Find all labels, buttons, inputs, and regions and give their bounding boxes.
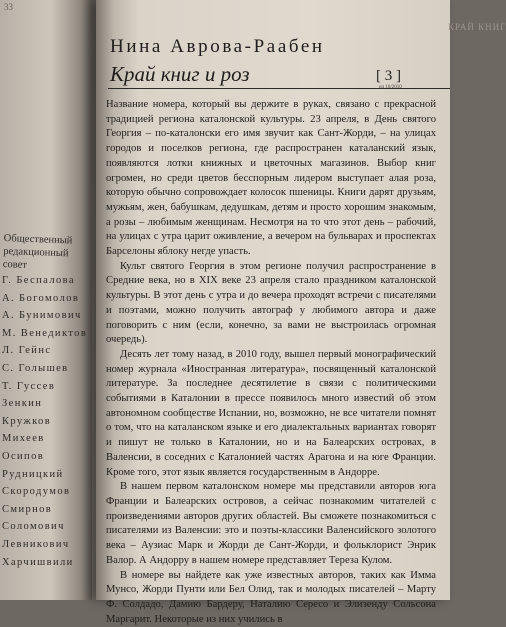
paragraph: Десять лет тому назад, в 2010 году, вышел первый монографический номер журнала «Иностранная литература», посвященный каталонской литературе. За последнее десятилетие в связи с политическими событиями в Каталонии в прессе появилось много известий об этом автономном сообществе Испании, но, возможно, не все читатели помнят о том, что на каталанском языке и его диалектальных вариантах говорят и пишут не только в Каталонии, но и на Балеарских островах, в Валенсии, в соседних с Каталонией частях Арагона и на юге Франции. Кроме того, этот язык является государственным в Андорре. [106, 348, 436, 480]
board-member: М. Венедиктов [2, 325, 92, 343]
board-member: А. Бунимович [2, 307, 92, 325]
board-member: Харчишвили [2, 554, 92, 572]
board-member: А. Богомолов [2, 290, 92, 308]
board-member: Кружков [2, 413, 92, 431]
editorial-board-list [2, 272, 92, 571]
page-number: [ 3 ] [376, 68, 401, 85]
left-page [0, 0, 92, 600]
board-member: Зенкин [2, 395, 92, 413]
board-member: Осипов [2, 448, 92, 466]
editorial-board-heading: Общественный редакционный совет [3, 232, 90, 274]
right-page [96, 0, 450, 600]
paragraph: В нашем первом каталонском номере мы представили авторов юга Франции и Балеарских островов, а сейчас познакомим читателей с произведениями авторов других областей. Вы сможете познакомиться с писателями из Валенсии: это и поэты-классики Валенсийского золотого века – Аузиас Марк и Жорди де Сант-Жорди, и фольклорист Энрик Валор. А Андорру в нашем номере представляет Тереза Кулом. [106, 480, 436, 568]
board-member: Скородумов [2, 483, 92, 501]
board-member: Левникович [2, 536, 92, 554]
board-member: Л. Гейнс [2, 342, 92, 360]
article-title: Край книг и роз [110, 62, 250, 87]
left-page-corner-number: 33 [4, 2, 13, 12]
board-member: Соломович [2, 518, 92, 536]
paragraph: Название номера, который вы держите в руках, связано с прекрасной традицией региона каталонской культуры. 23 апреля, в День святого Георгия – по-каталонски его имя звучит как Сант-Жорди, – на улицах городов и поселков региона, где распространен каталанский язык, появляются лотки книжных и цветочных магазинов. Выбор книг огромен, но среди цветов бесспорным лидером выступает алая роза, которую обычно сопровождает колосок пшеницы. Книги дарят друзьям, мужьям, жен, бабушкам, дедушкам, детям и просто хорошим знакомым, а розы – любимым женщинам. Несмотря на то что этот день – рабочий, на улицах с утра царит оживление, а вечером на бульварах и проспектах Барселоны яблоку негде упасть. [106, 98, 436, 260]
board-member: Смирнов [2, 501, 92, 519]
paragraph: Культ святого Георгия в этом регионе получил распространение в Средние века, но в XIX веке 23 апреля стало праздником каталонской культуры. В этот день с утра и до вечера проходят встречи с писателями и поэтами, можно получить автограф у любимого автора и даже поговорить с ним (если, конечно, за вами не выстроилась огромная очередь). [106, 260, 436, 348]
board-member: С. Голышев [2, 360, 92, 378]
board-member: Г. Беспалова [2, 272, 92, 290]
article-body [106, 98, 436, 627]
board-member: Т. Гуссев [2, 378, 92, 396]
header-rule [108, 88, 450, 89]
board-member: Рудницкий [2, 466, 92, 484]
article-author: Нина Аврова-Раабен [110, 36, 325, 58]
running-head: КРАЙ КНИГ [448, 22, 506, 32]
board-member: Михеев [2, 430, 92, 448]
paragraph: В номере вы найдете как уже известных авторов, таких как Имма Мунсо, Жорди Пунти или Бел Олид, так и молодых писателей – Марту Ф. Солдадо, Дамию Бардеру, Наталию Сересо и Элизенду Сольсона Маргарит. Некоторые из них учились в [106, 569, 436, 627]
